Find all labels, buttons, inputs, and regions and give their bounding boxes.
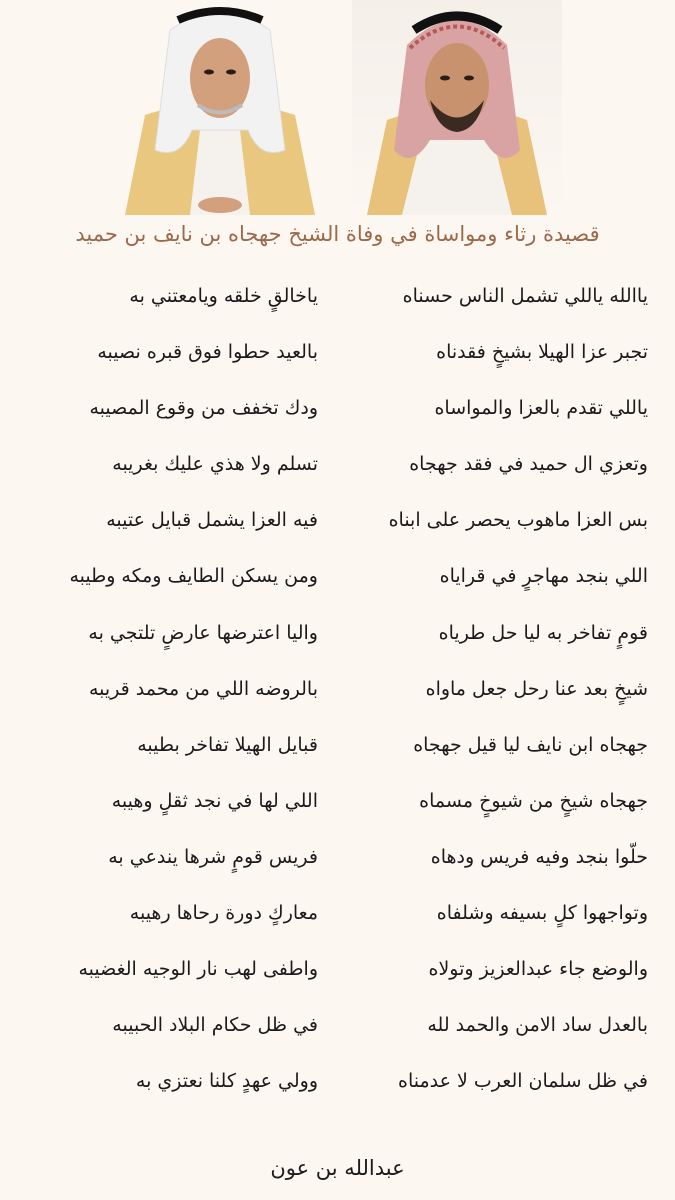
verse-first-hemistich: حلّوا بنجد وفيه فريس ودهاه (430, 845, 648, 868)
verse-second-hemistich: بالعيد حطوا فوق قبره نصيبه (97, 341, 318, 364)
verse-second-hemistich: قبايل الهيلا تفاخر بطيبه (137, 733, 318, 756)
verse-first-hemistich: بالعدل ساد الامن والحمد لله (427, 1014, 648, 1037)
verse-second-hemistich: معاركٍ دورة رحاها رهيبه (129, 902, 318, 925)
verse-second-hemistich: بالروضه اللي من محمد قريبه (88, 677, 318, 700)
verse-first-hemistich: اللي بنجد مهاجرٍ في قراياه (439, 565, 648, 588)
verse (28, 558, 648, 614)
verse (28, 334, 648, 390)
verse-first-hemistich: ياللي تقدم بالعزا والمواساه (434, 397, 648, 420)
verse-second-hemistich: تسلم ولا هذي عليك بغريبه (112, 453, 318, 476)
verse-first-hemistich: ياالله ياللي تشمل الناس حسناه (402, 285, 648, 307)
verse (28, 783, 648, 839)
verse-first-hemistich: وتعزي ال حميد في فقد جهجاه (409, 453, 648, 476)
verse-second-hemistich: واطفى لهب نار الوجيه الغضيبه (78, 958, 318, 981)
verse-second-hemistich: ياخالقٍ خلقه ويامعتني به (129, 285, 318, 307)
verse (28, 502, 648, 558)
verse (28, 390, 648, 446)
poet-name: عبدالله بن عون (270, 1156, 405, 1180)
verse (28, 951, 648, 1007)
poem-body (28, 278, 648, 1119)
verse-second-hemistich: ومن يسكن الطايف ومكه وطيبه (69, 565, 318, 588)
verse (28, 1063, 648, 1119)
verse (28, 671, 648, 727)
verse-first-hemistich: وتواجهوا كلٍ بسيفه وشلفاه (436, 902, 648, 925)
poem-title: قصيدة رثاء ومواساة في وفاة الشيخ جهجاه بن نايف بن حميد (75, 222, 600, 246)
verse-first-hemistich: قومٍ تفاخر به ليا حل طرياه (438, 621, 648, 644)
verse-second-hemistich: فيه العزا يشمل قبايل عتيبه (106, 509, 318, 532)
verse-second-hemistich: وولي عهدٍ كلنا نعتزي به (135, 1070, 318, 1093)
verse-first-hemistich: بس العزا ماهوب يحصر على ابناه (388, 509, 648, 532)
verse (28, 839, 648, 895)
portrait-white-ghutra (120, 0, 320, 215)
verse-second-hemistich: في ظل حكام البلاد الحبيبه (112, 1014, 318, 1037)
verse (28, 446, 648, 502)
verse-second-hemistich: فريس قومٍ شرها يندعي به (108, 845, 318, 868)
verse (28, 895, 648, 951)
verse-first-hemistich: جهجاه شيخٍ من شيوخٍ مسماه (419, 789, 648, 812)
header-photos (0, 0, 675, 218)
verse-first-hemistich: في ظل سلمان العرب لا عدمناه (398, 1070, 648, 1093)
portrait-shemagh (352, 0, 562, 215)
verse-first-hemistich: تجبر عزا الهيلا بشيخٍ فقدناه (436, 341, 648, 364)
verse (28, 1007, 648, 1063)
verse-second-hemistich: واليا اعترضها عارضٍ تلتجي به (88, 621, 318, 644)
verse (28, 615, 648, 671)
verse-second-hemistich: ودك تخفف من وقوع المصيبه (89, 397, 318, 420)
verse-first-hemistich: جهجاه ابن نايف ليا قيل جهجاه (413, 733, 648, 756)
verse-second-hemistich: اللي لها في نجد ثقلٍ وهيبه (111, 789, 318, 812)
verse (28, 727, 648, 783)
verse-first-hemistich: شيخٍ بعد عنا رحل جعل ماواه (425, 677, 648, 700)
verse-first-hemistich: والوضع جاء عبدالعزيز وتولاه (428, 958, 648, 981)
verse (28, 278, 648, 334)
